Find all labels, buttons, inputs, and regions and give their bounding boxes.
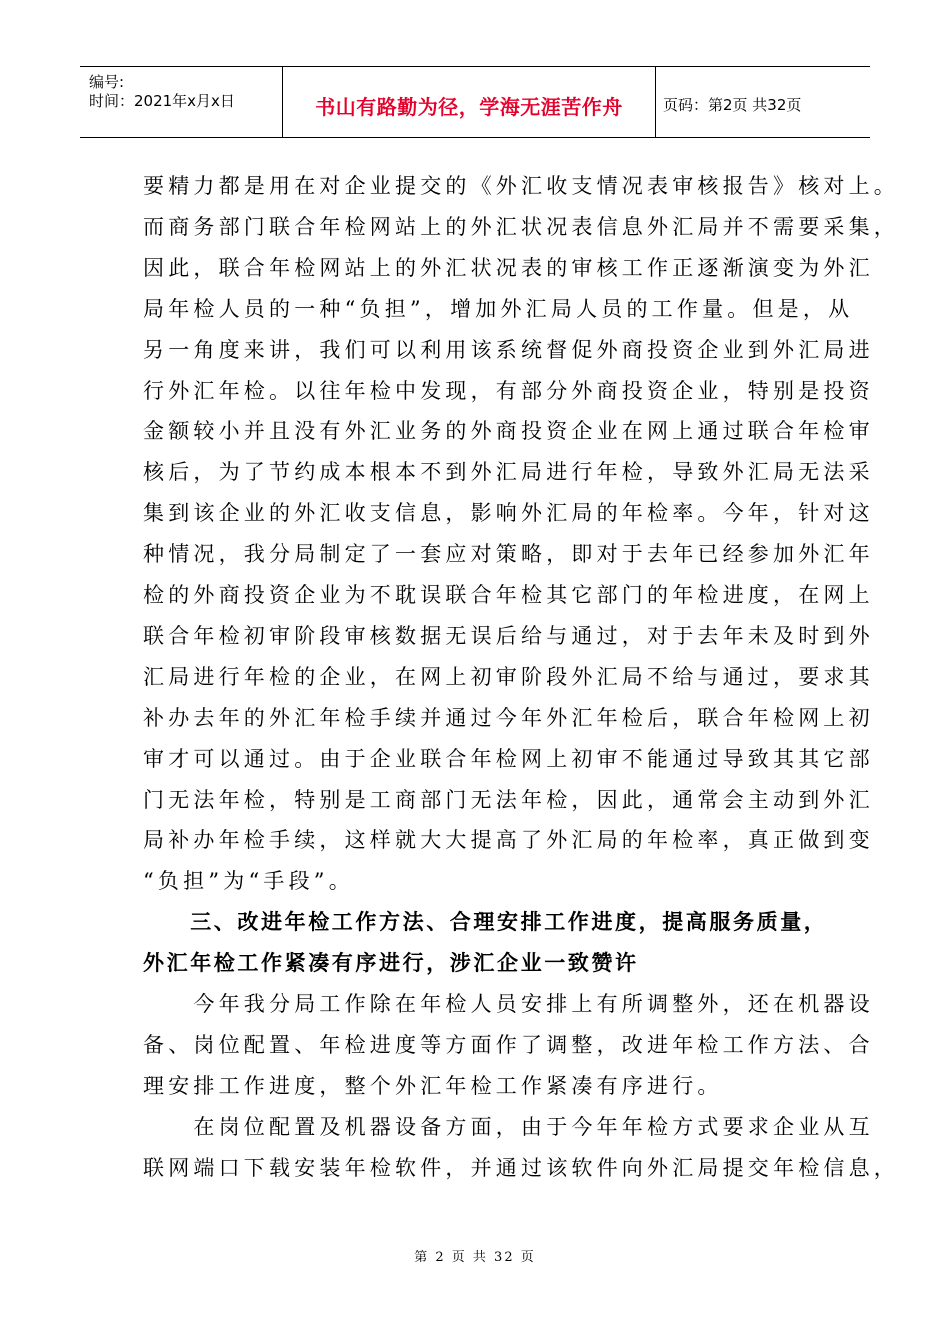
header-motto-cell — [283, 67, 656, 137]
page-footer: 第 2 页 共 32 页 — [414, 1250, 536, 1265]
header-page-cell — [656, 67, 870, 137]
document-time-label: 时间：2021年x月x日 — [89, 92, 235, 110]
section-heading-line: 三、改进年检工作方法、合理安排工作进度，提高服务质量， — [143, 909, 828, 935]
body-text-line: 行外汇年检。以往年检中发现，有部分外商投资企业，特别是投资 — [143, 378, 874, 403]
body-text-line: 核后，为了节约成本根本不到外汇局进行年检，导致外汇局无法采 — [143, 460, 874, 485]
body-text-line: 集到该企业的外汇收支信息，影响外汇局的年检率。今年，针对这 — [143, 501, 874, 526]
body-text-line: 因此，联合年检网站上的外汇状况表的审核工作正逐渐演变为外汇 — [143, 255, 874, 280]
body-text-line: 而商务部门联合年检网站上的外汇状况表信息外汇局并不需要采集， — [143, 214, 899, 239]
body-text-line: 审才可以通过。由于企业联合年检网上初审不能通过导致其其它部 — [143, 746, 874, 771]
body-text-line: 在岗位配置及机器设备方面，由于今年年检方式要求企业从互 — [143, 1114, 874, 1139]
document-code-label: 编号: — [89, 73, 125, 91]
body-text-line: 联合年检初审阶段审核数据无误后给与通过，对于去年未及时到外 — [143, 623, 874, 648]
body-text-line: 备、岗位配置、年检进度等方面作了调整，改进年检工作方法、合 — [143, 1032, 874, 1057]
body-text-line: “负担”为“手段”。 — [143, 869, 354, 894]
body-text-line: 联网端口下载安装年检软件，并通过该软件向外汇局提交年检信息， — [143, 1155, 899, 1180]
header-page-info: 页码：第2页 共32页 — [663, 96, 802, 114]
document-header — [80, 66, 870, 138]
body-text-line: 局年检人员的一种“负担”，增加外汇局人员的工作量。但是，从 — [143, 296, 854, 321]
body-text-line: 补办去年的外汇年检手续并通过今年外汇年检后，联合年检网上初 — [143, 705, 874, 730]
header-motto: 书山有路勤为径，学海无涯苦作舟 — [315, 95, 623, 119]
body-text-line: 门无法年检，特别是工商部门无法年检，因此，通常会主动到外汇 — [143, 787, 874, 812]
body-text-line: 局补办年检手续，这样就大大提高了外汇局的年检率，真正做到变 — [143, 828, 874, 853]
body-text-line: 理安排工作进度，整个外汇年检工作紧凑有序进行。 — [143, 1073, 723, 1098]
body-text-line: 今年我分局工作除在年检人员安排上有所调整外，还在机器设 — [143, 992, 874, 1016]
body-text-line: 种情况，我分局制定了一套应对策略，即对于去年已经参加外汇年 — [143, 542, 874, 567]
header-meta-cell — [80, 67, 283, 137]
body-text-line: 另一角度来讲，我们可以利用该系统督促外商投资企业到外汇局进 — [143, 337, 874, 362]
section-heading-line: 外汇年检工作紧凑有序进行，涉汇企业一致赞许 — [143, 950, 639, 976]
body-text-line: 汇局进行年检的企业，在网上初审阶段外汇局不给与通过，要求其 — [143, 664, 874, 689]
body-text-line: 要精力都是用在对企业提交的《外汇收支情况表审核报告》核对上。 — [143, 174, 899, 198]
body-text-line: 金额较小并且没有外汇业务的外商投资企业在网上通过联合年检审 — [143, 419, 874, 444]
body-text-line: 检的外商投资企业为不耽误联合年检其它部门的年检进度，在网上 — [143, 583, 874, 607]
